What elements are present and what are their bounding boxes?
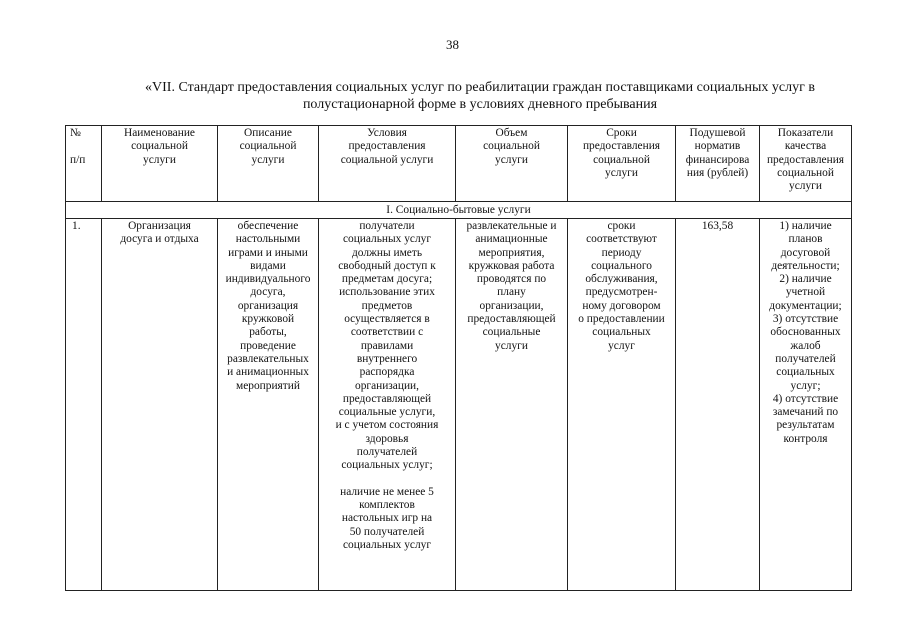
row-conditions-part2: наличие не менее 5 комплектов настольных игр на 50 получателей социальных услуг — [340, 485, 434, 551]
header-number: № п/п — [66, 126, 102, 202]
row-conditions-part1: получатели социальных услуг должны иметь свободный доступ к предметам досуга; использование этих предметов осуществляется в соответствии с правилами внутреннего распорядка организации, предоставляющей социальные услуги, и с учетом состояния здоровья получателей социальных услуг; — [335, 220, 439, 472]
row-funding: 163,58 — [676, 219, 760, 591]
document-title — [110, 79, 850, 113]
header-quality: Показатели качества предоставления социальной услуги — [760, 126, 852, 202]
title-line-2: полустационарной форме в условиях дневного пребывания — [302, 97, 658, 112]
standards-table — [65, 125, 852, 591]
table-header-row — [66, 126, 852, 202]
row-terms: сроки соответствуют периоду социального обслуживания, предусмотрен- ному договором о предоставлении социальных услуг — [568, 219, 676, 591]
header-conditions: Условия предоставления социальной услуги — [319, 126, 456, 202]
header-service-name: Наименование социальной услуги — [102, 126, 218, 202]
header-terms: Сроки предоставления социальной услуги — [568, 126, 676, 202]
table-row — [66, 219, 852, 591]
section-row — [66, 202, 852, 219]
header-service-description: Описание социальной услуги — [218, 126, 319, 202]
row-service-name: Организация досуга и отдыха — [102, 219, 218, 591]
row-volume: развлекательные и анимационные мероприятия, кружковая работа проводятся по плану организации, предоставляющей социальные услуги — [456, 219, 568, 591]
title-line-1: «VII. Стандарт предоставления социальных услуг по реабилитации граждан поставщиками социальных услуг в — [145, 80, 815, 95]
row-conditions — [319, 219, 456, 591]
header-volume: Объем социальной услуги — [456, 126, 568, 202]
page-number: 38 — [446, 37, 459, 52]
section-title: I. Социально-бытовые услуги — [66, 202, 852, 219]
row-quality: 1) наличие планов досуговой деятельности; 2) наличие учетной документации; 3) отсутствие обоснованных жалоб получателей социальных услуг; 4) отсутствие замечаний по результатам контроля — [760, 219, 852, 591]
row-number: 1. — [66, 219, 102, 591]
row-conditions-gap — [321, 473, 453, 486]
row-service-description: обеспечение настольными играми и иными видами индивидуального досуга, организация кружковой работы, проведение развлекательных и анимационных мероприятий — [218, 219, 319, 591]
header-funding: Подушевой норматив финансирова ния (рублей) — [676, 126, 760, 202]
